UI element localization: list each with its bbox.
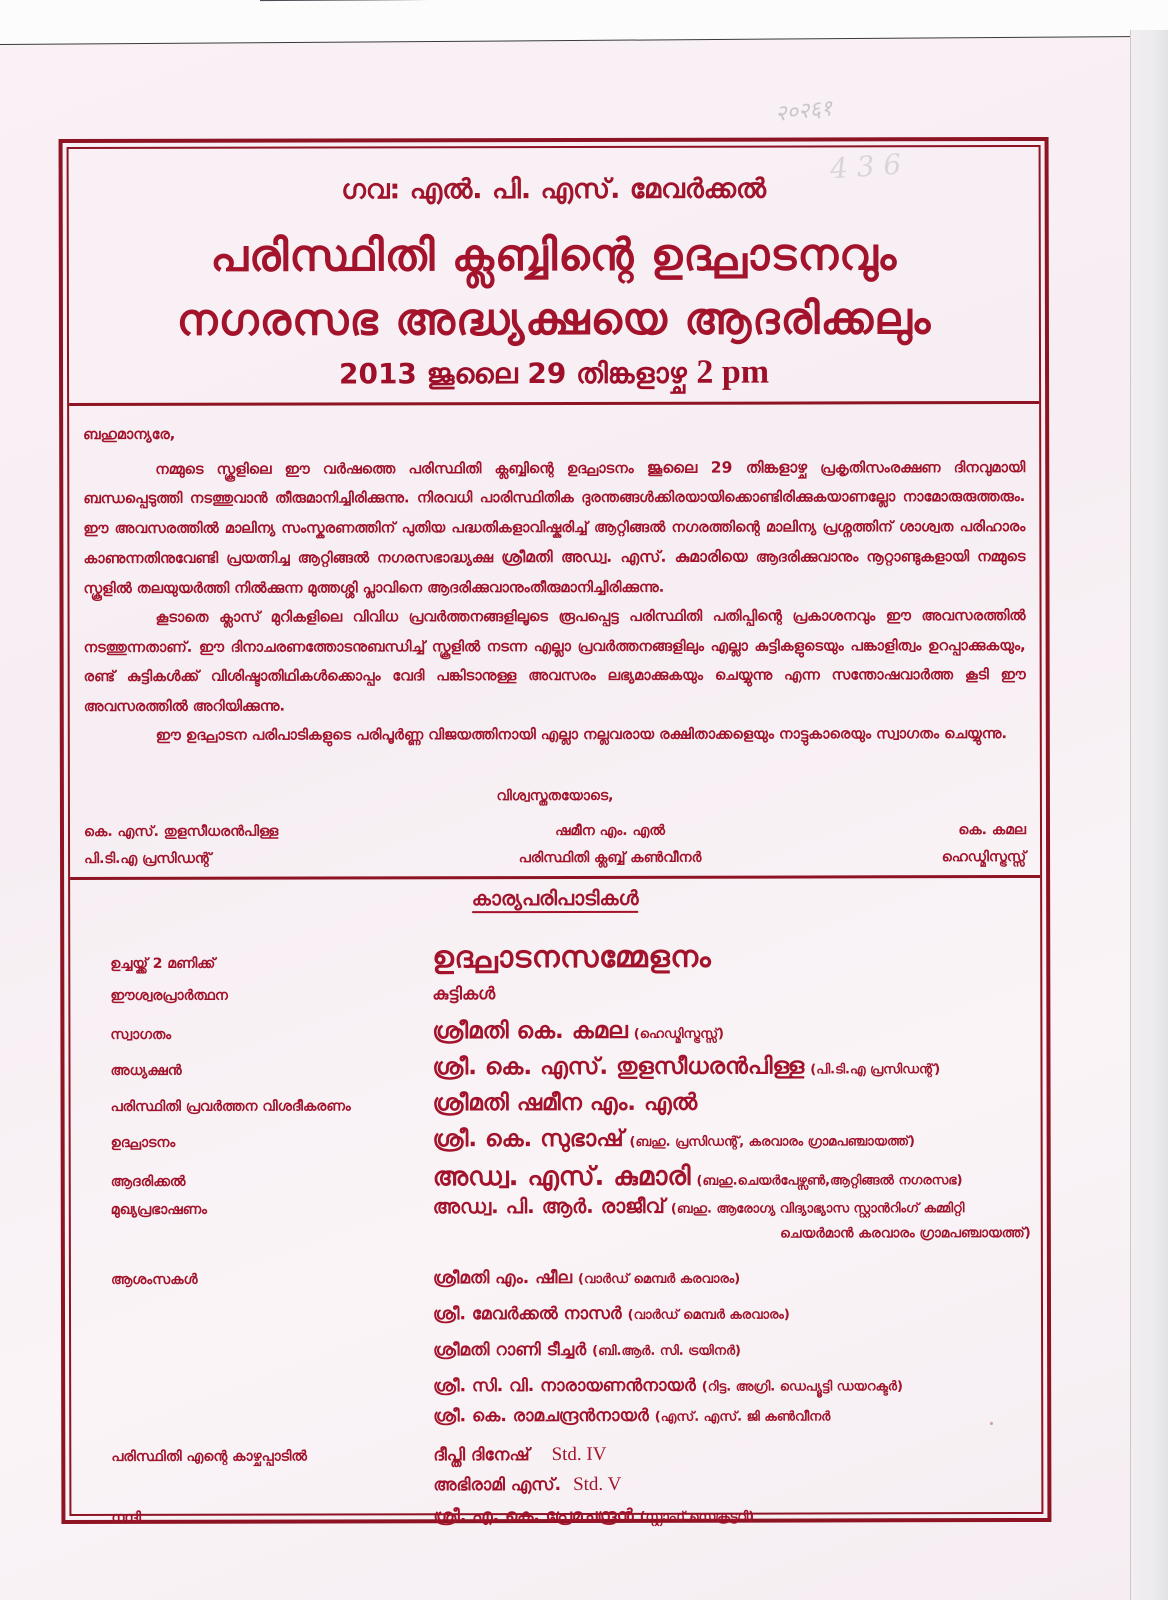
programme-label: പരിസ്ഥിതി എന്റെ കാഴ്ചപ്പാടിൽ — [111, 1448, 307, 1465]
programme-value: ശ്രീ. എ. കെ. പ്രേമചന്ദ്രൻ — [433, 1505, 634, 1527]
programme-value: ദീപ്തി ദിനേഷ് — [433, 1445, 530, 1466]
handwritten-note: २०२६१ — [774, 96, 834, 127]
programme-row — [111, 1375, 1031, 1397]
programme-row — [111, 1303, 1031, 1325]
programme-row — [111, 1505, 1031, 1527]
salutation: ബഹുമാന്യരേ, — [83, 426, 176, 443]
scan-speck — [990, 1422, 993, 1425]
programme-row — [110, 983, 1030, 1005]
programme-label: നന്ദി — [111, 1509, 142, 1526]
signatory-name: കെ. എസ്. തുളസീധരൻപിള്ള — [83, 823, 279, 840]
student-class: Std. IV — [551, 1443, 607, 1466]
programme-label — [111, 1391, 433, 1392]
letter-paragraph-2: കൂടാതെ ക്ലാസ് മുറികളിലെ വിവിധ പ്രവർത്തനങ്ങളിലൂടെ രൂപപ്പെട്ട പരിസ്ഥിതി പതിപ്പിന്റെ പ്രകാശനവും ഈ അവസരത്തിൽ നടത്തുന്നതാണ്. ഈ ദിനാചരണത്തോടനുബന്ധിച്ച് സ്കൂളിൽ നടന്ന എല്ലാ പ്രവർത്തനങ്ങളിലും എല്ലാ കുട്ടികളുടെയും പങ്കാളിത്വം ഉറപ്പാക്കുകയും, രണ്ട് കുട്ടികൾക്ക് വിശിഷ്ടാതിഥികൾക്കൊപ്പം വേദി പങ്കിടാനുള്ള അവസരം ലഭ്യമാക്കുകയും ചെയ്യുന്നു എന്ന സന്തോഷവാർത്ത കൂടി ഈ അവസരത്തിൽ അറിയിക്കുന്നു. — [83, 608, 1026, 715]
signatory-headmistress — [942, 817, 1026, 871]
programme-value: ശ്രീമതി എം. ഷീല — [432, 1267, 573, 1289]
programme-value: കുട്ടികൾ — [432, 984, 496, 1005]
programme-row — [110, 939, 1030, 976]
programme-value: അഭിരാമി എസ്. — [433, 1474, 562, 1496]
programme-note: (വാർഡ് മെമ്പർ കരവാരം) — [578, 1271, 741, 1287]
programme-note: (ബഹു.ചെയർപേഴ്സൺ,ആറ്റിങ്ങൽ നഗരസഭ) — [696, 1173, 963, 1189]
programme-value: ഉദ്ഘാടനസമ്മേളനം — [432, 939, 712, 976]
handwritten-note: 4 3 6 — [828, 147, 903, 186]
signatories — [84, 817, 1026, 873]
programme-list — [110, 927, 1031, 1527]
programme-note: (എസ്. എസ്. ജി കൺവീനർ — [654, 1409, 831, 1425]
programme-value: അഡ്വ. പി. ആർ. രാജീവ് — [432, 1193, 665, 1219]
programme-label: മുഖ്യപ്രഭാഷണം — [110, 1201, 208, 1218]
programme-row — [111, 1125, 1031, 1153]
programme-row — [110, 1053, 1030, 1081]
signatory-role: പരിസ്ഥിതി ക്ലബ്ബ് കൺവീനർ — [518, 849, 702, 867]
programme-value: ശ്രീ. മേവർക്കൽ നാസർ — [432, 1303, 622, 1325]
programme-note-continued: ചെയർമാൻ കരവാരം ഗ്രാമപഞ്ചായത്ത്) — [780, 1225, 1031, 1242]
programme-row — [111, 1267, 1031, 1289]
notice-title-line1: പരിസ്ഥിതി ക്ലബ്ബിന്റെ ഉദ്ഘാടനവും — [210, 229, 898, 282]
signatory-pta-president — [84, 819, 278, 873]
programme-value: അഡ്വ. എസ്. കുമാരി — [432, 1161, 691, 1193]
signatory-name: ഷമീന എം. എൽ — [555, 822, 665, 839]
programme-row — [111, 1089, 1031, 1117]
programme-note: (പി.ടി.എ പ്രസിഡന്റ്) — [810, 1062, 941, 1078]
programme-row — [111, 1473, 1031, 1497]
programme-value: ശ്രീ. കെ. രാമചന്ദ്രൻനായർ — [433, 1405, 649, 1427]
letter-divider — [70, 875, 1040, 880]
letter-paragraph-1 — [83, 453, 1025, 604]
closing: വിശ്വസ്തതയോടെ, — [496, 787, 614, 805]
programme-value: ശ്രീമതി റാണി ടീച്ചർ — [433, 1339, 587, 1361]
text: ആദരിക്കുവാനും നൂറ്റാണ്ടുകളായി നമ്മുടെ സ്കൂളിൽ തലയുയർത്തി നിൽക്കുന്ന മുത്തശ്ശി പ്ലാവിനെ ആദരിക്കുവാനുംതീരുമാനിച്ചിരിക്കുന്നു. — [83, 549, 1026, 597]
programme-label — [111, 1355, 433, 1356]
programme-row — [111, 1339, 1031, 1361]
event-date-text: 2013 ജൂലൈ 29 തിങ്കളാഴ്ച — [338, 356, 687, 391]
programme-row — [111, 1193, 1031, 1219]
paper-fold-edge — [1130, 30, 1168, 1600]
invitation-letter — [83, 419, 1026, 751]
programme-row — [111, 1443, 1031, 1467]
signatory-role: ഹെഡ്മിസ്ട്രസ്സ് — [941, 849, 1027, 866]
header-divider — [69, 401, 1039, 406]
signatory-role: പി.ടി.എ പ്രസിഡന്റ് — [84, 850, 212, 867]
event-time: 2 pm — [696, 353, 770, 391]
programme-value: ശ്രീമതി കെ. കമല — [432, 1017, 628, 1045]
honoree-name: ശ്രീമതി അഡ്വ. എസ്. കുമാരിയെ — [501, 547, 748, 567]
programme-note: (ഹെഡ്മിസ്ട്രസ്സ്) — [633, 1026, 725, 1042]
programme-label: ഉച്ചയ്ക്ക് 2 മണിക്ക് — [110, 955, 216, 972]
event-date-bold: ജൂലൈ 29 തിങ്കളാഴ്ച — [646, 457, 808, 477]
text: പ്രകൃതിസംരക്ഷണ ദിനവുമായി ബന്ധപ്പെടുത്തി നടത്തുവാൻ തീരുമാനിച്ചിരിക്കുന്നു. നിരവധി പാരിസ്ഥിതിക ദുരന്തങ്ങൾക്കിരയായിക്കൊണ്ടിരിക്കുകയാണല്ലോ നാമോരുരുത്തരും. ഈ അവസരത്തിൽ മാലിന്യ സംസ്കരണത്തിന് പുതിയ പദ്ധതികളാവിഷ്കരിച്ച് ആറ്റിങ്ങൽ നഗരത്തിന്റെ മാലിന്യ പ്രശ്നത്തിന് ശാശ്വത പരിഹാരം കാണുന്നതിനുവേണ്ടി പ്രയത്നിച്ച ആറ്റിങ്ങൽ നഗരസഭാദ്ധ്യക്ഷ — [83, 459, 1026, 567]
programme-label: സ്വാഗതം — [110, 1026, 172, 1043]
programme-label — [111, 1490, 433, 1491]
programme-label: പരിസ്ഥിതി പ്രവർത്തന വിശദീകരണം — [110, 1098, 351, 1115]
programme-label: ഈശ്വരപ്രാർത്ഥന — [110, 987, 228, 1004]
letter-paragraph-3: ഈ ഉദ്ഘാടന പരിപാടികളുടെ പരിപൂർണ്ണ വിജയത്തിനായി എല്ലാ നല്ലവരായ രക്ഷിതാക്കളെയും നാട്ടുകാരെയും സ്വാഗതം ചെയ്യുന്നു. — [155, 726, 1008, 744]
programme-note: (സ്റ്റാഫ് സെക്രട്ടറി) — [639, 1509, 755, 1525]
programme-row — [111, 1161, 1031, 1194]
signatory-club-convenor — [519, 818, 702, 872]
programme-label — [111, 1319, 433, 1320]
signatory-name: കെ. കമല — [958, 822, 1027, 839]
programme-label: അധ്യക്ഷൻ — [110, 1062, 182, 1079]
programme-note: (ബഹു. പ്രസിഡന്റ്, കരവാരം ഗ്രാമപഞ്ചായത്ത്) — [629, 1134, 915, 1150]
programme-label: ഉദ്ഘാടനം — [110, 1134, 176, 1151]
notice-title-line2: നഗരസഭ അദ്ധ്യക്ഷയെ ആദരിക്കലും — [176, 293, 932, 346]
event-date — [69, 353, 1039, 393]
notice-frame — [59, 137, 1052, 1527]
programme-label: ആദരിക്കൽ — [110, 1173, 186, 1190]
programme-note: (റിട്ട. അഗ്രി. ഡെപ്യൂട്ടി ഡയറക്ടർ) — [701, 1379, 903, 1395]
programme-heading — [70, 885, 1040, 911]
programme-note: (വാർഡ് മെമ്പർ കരവാരം) — [627, 1307, 790, 1323]
programme-label: ആശംസകൾ — [110, 1271, 198, 1288]
programme-value: ശ്രീ. കെ. സുഭാഷ് — [432, 1125, 624, 1153]
text: നമ്മുടെ സ്കൂളിലെ ഈ വർഷത്തെ പരിസ്ഥിതി ക്ലബ്ബിന്റെ ഉദ്ഘാടനം — [155, 460, 647, 478]
notice-inner-border — [67, 145, 1044, 1527]
programme-value: ശ്രീമതി ഷമീന എം. എൽ — [432, 1089, 698, 1117]
programme-value: ശ്രീ. കെ. എസ്. തുളസീധരൻപിള്ള — [432, 1053, 805, 1081]
programme-value: ശ്രീ. സി. വി. നാരായണൻനായർ — [433, 1375, 696, 1397]
student-class: Std. V — [573, 1473, 622, 1495]
programme-heading-text: കാര്യപരിപാടികൾ — [472, 886, 639, 913]
school-name: ഗവ: എൽ. പി. എസ്. മേവർക്കൽ — [341, 173, 767, 206]
programme-note: (ബഹു. ആരോഗ്യ വിദ്യാഭ്യാസ സ്റ്റാൻറിംഗ് കമ്മിറ്റി — [670, 1201, 965, 1217]
programme-row — [111, 1405, 1031, 1427]
programme-note: (ബി.ആർ. സി. ട്രയിനർ) — [592, 1343, 741, 1359]
programme-label — [111, 1421, 433, 1422]
programme-row — [110, 1017, 1030, 1045]
